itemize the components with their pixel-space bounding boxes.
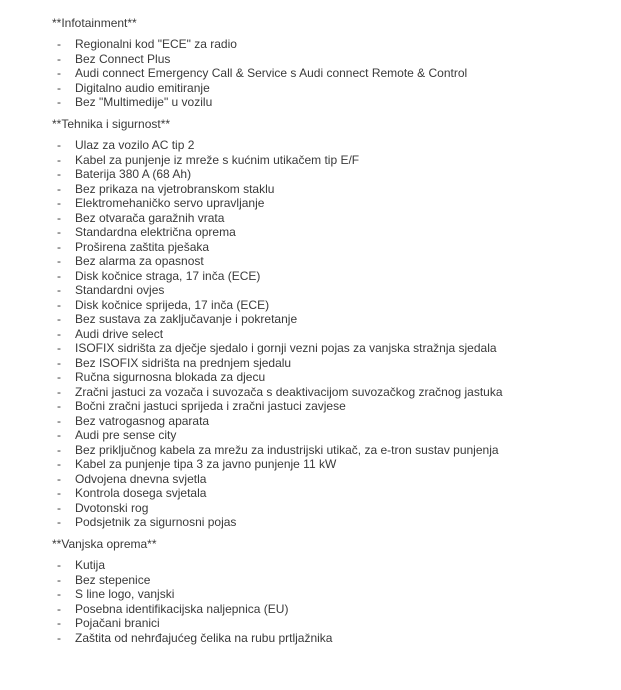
item-text: Bez priključnog kabela za mrežu za industrijski utikač, za e-tron sustav punjenja — [75, 442, 499, 457]
item-text: Regionalni kod "ECE" za radio — [75, 37, 237, 51]
dash-bullet: - — [57, 500, 61, 515]
item-text: Audi connect Emergency Call & Service s Audi connect Remote & Control — [75, 66, 468, 80]
item-text: Standardni ovjes — [75, 283, 165, 297]
item-text: Zračni jastuci za vozača i suvozača s deaktivacijom suvozačkog zračnog jastuka — [75, 384, 503, 399]
list-item — [0, 341, 591, 356]
item-text: Bez otvarača garažnih vrata — [75, 210, 225, 225]
list-item — [0, 501, 591, 516]
list-item — [0, 573, 591, 588]
list-item — [0, 399, 591, 414]
dash-bullet: - — [57, 196, 61, 210]
list-item — [0, 356, 591, 371]
item-text: Kabel za punjenje iz mreže s kućnim utikačem tip E/F — [75, 152, 360, 167]
bullet-list — [0, 138, 591, 530]
dash-bullet: - — [57, 341, 61, 355]
list-item — [0, 254, 591, 269]
list-item — [0, 587, 591, 602]
section-heading: **Tehnika i sigurnost** — [52, 117, 171, 131]
dash-bullet: - — [57, 37, 61, 51]
dash-bullet: - — [57, 384, 61, 399]
dash-bullet: - — [57, 572, 61, 587]
list-item — [0, 370, 591, 385]
list-item — [0, 153, 591, 168]
list-item — [0, 95, 591, 110]
list-item — [0, 138, 591, 153]
item-text: Kutija — [75, 558, 106, 572]
list-item — [0, 66, 591, 81]
list-item — [0, 211, 591, 226]
list-item — [0, 327, 591, 342]
item-text: Dvotonski rog — [75, 500, 149, 515]
dash-bullet: - — [57, 138, 61, 152]
item-text: Audi pre sense city — [75, 428, 177, 442]
dash-bullet: - — [57, 457, 61, 471]
item-text: Elektromehaničko servo upravljanje — [75, 196, 265, 210]
item-text: Disk kočnice straga, 17 inča (ECE) — [75, 268, 261, 283]
list-item — [0, 283, 591, 298]
section-heading: **Infotainment** — [52, 16, 137, 30]
dash-bullet: - — [57, 297, 61, 312]
list-item — [0, 443, 591, 458]
list-item — [0, 298, 591, 313]
dash-bullet: - — [57, 95, 61, 109]
list-item — [0, 558, 591, 573]
item-text: Baterija 380 A (68 Ah) — [75, 167, 192, 181]
dash-bullet: - — [57, 181, 61, 196]
list-item — [0, 52, 591, 67]
dash-bullet: - — [57, 486, 61, 500]
list-item — [0, 269, 591, 284]
item-text: Zaštita od nehrđajućeg čelika na rubu prtljažnika — [75, 630, 333, 645]
dash-bullet: - — [57, 80, 61, 95]
list-item — [0, 616, 591, 631]
dash-bullet: - — [57, 268, 61, 283]
dash-bullet: - — [57, 167, 61, 181]
item-text: ISOFIX sidrišta za dječje sjedalo i gornji vezni pojas za vanjska stražnja sjedala — [75, 341, 497, 355]
item-text: Disk kočnice sprijeda, 17 inča (ECE) — [75, 297, 270, 312]
item-text: Bez vatrogasnog aparata — [75, 413, 210, 428]
list-item — [0, 385, 591, 400]
list-item — [0, 602, 591, 617]
list-item — [0, 472, 591, 487]
list-item — [0, 37, 591, 52]
item-text: Audi drive select — [75, 326, 164, 341]
dash-bullet: - — [57, 442, 61, 457]
dash-bullet: - — [57, 471, 61, 486]
dash-bullet: - — [57, 370, 61, 384]
dash-bullet: - — [57, 312, 61, 326]
dash-bullet: - — [57, 283, 61, 297]
list-item — [0, 457, 591, 472]
dash-bullet: - — [57, 413, 61, 428]
dash-bullet: - — [57, 428, 61, 442]
list-item — [0, 196, 591, 211]
dash-bullet: - — [57, 515, 61, 529]
item-text: Bez stepenice — [75, 572, 151, 587]
dash-bullet: - — [57, 254, 61, 268]
dash-bullet: - — [57, 210, 61, 225]
item-text: Digitalno audio emitiranje — [75, 80, 210, 95]
list-item — [0, 182, 591, 197]
list-item — [0, 414, 591, 429]
dash-bullet: - — [57, 558, 61, 572]
list-item — [0, 428, 591, 443]
item-text: Ulaz za vozilo AC tip 2 — [75, 138, 195, 152]
item-text: Bočni zračni jastuci sprijeda i zračni jastuci zavjese — [75, 399, 346, 413]
item-text: Kabel za punjenje tipa 3 za javno punjenje 11 kW — [75, 457, 337, 471]
dash-bullet: - — [57, 239, 61, 254]
item-text: Odvojena dnevna svjetla — [75, 471, 207, 486]
bullet-list — [0, 558, 591, 645]
list-item — [0, 167, 591, 182]
dash-bullet: - — [57, 630, 61, 645]
dash-bullet: - — [57, 601, 61, 616]
list-item — [0, 515, 591, 530]
dash-bullet: - — [57, 152, 61, 167]
item-text: Ručna sigurnosna blokada za djecu — [75, 370, 266, 384]
dash-bullet: - — [57, 616, 61, 630]
item-text: Proširena zaštita pješaka — [75, 239, 210, 254]
item-text: Kontrola dosega svjetala — [75, 486, 207, 500]
dash-bullet: - — [57, 326, 61, 341]
list-item — [0, 81, 591, 96]
list-item — [0, 312, 591, 327]
item-text: Bez prikaza na vjetrobranskom staklu — [75, 181, 275, 196]
item-text: Standardna električna oprema — [75, 225, 236, 239]
list-item — [0, 225, 591, 240]
list-item — [0, 240, 591, 255]
section-heading: **Vanjska oprema** — [52, 537, 157, 551]
list-item — [0, 486, 591, 501]
bullet-list — [0, 37, 591, 110]
item-text: Bez alarma za opasnost — [75, 254, 204, 268]
item-text: S line logo, vanjski — [75, 587, 175, 601]
item-text: Bez "Multimedije" u vozilu — [75, 95, 213, 109]
item-text: Podsjetnik za sigurnosni pojas — [75, 515, 237, 529]
dash-bullet: - — [57, 51, 61, 66]
item-text: Bez Connect Plus — [75, 51, 171, 66]
dash-bullet: - — [57, 587, 61, 601]
item-text: Bez sustava za zaključavanje i pokretanje — [75, 312, 298, 326]
dash-bullet: - — [57, 399, 61, 413]
item-text: Pojačani branici — [75, 616, 160, 630]
item-text: Posebna identifikacijska naljepnica (EU) — [75, 601, 289, 616]
dash-bullet: - — [57, 66, 61, 80]
list-item — [0, 631, 591, 646]
dash-bullet: - — [57, 355, 61, 370]
dash-bullet: - — [57, 225, 61, 239]
item-text: Bez ISOFIX sidrišta na prednjem sjedalu — [75, 355, 292, 370]
